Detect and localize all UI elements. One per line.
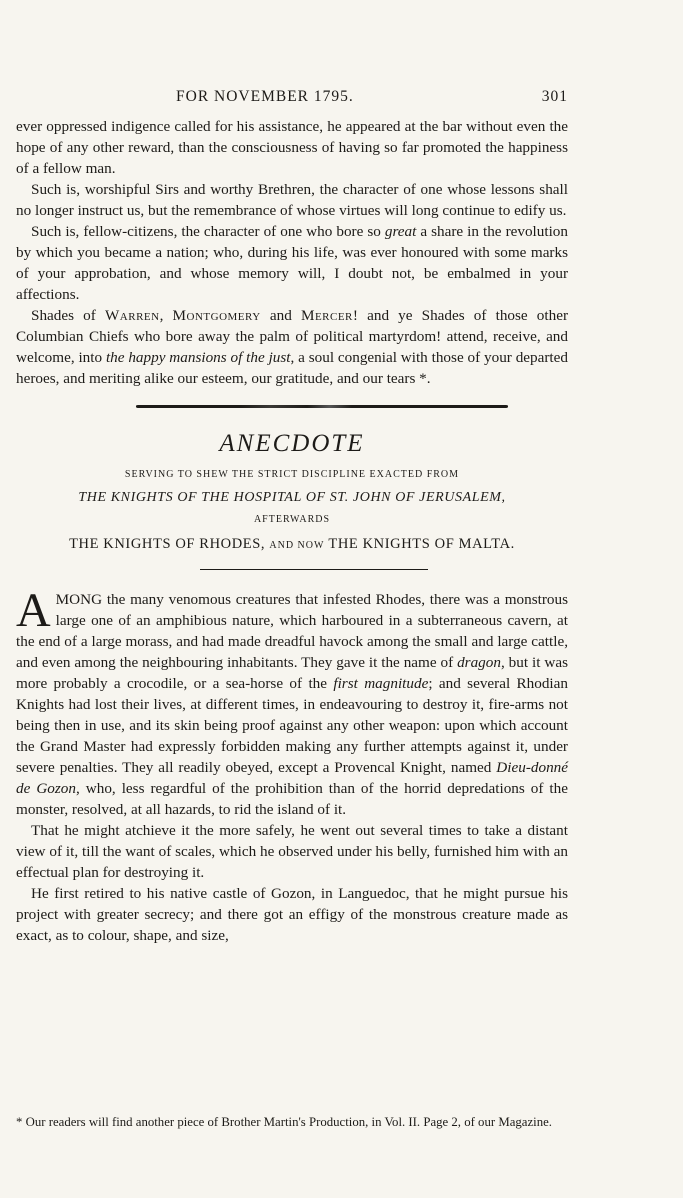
drop-cap: A <box>16 584 51 637</box>
italic-dragon: dragon <box>457 654 501 671</box>
text-span: THE KNIGHTS OF RHODES, <box>69 536 270 552</box>
text-span: ! and ye Shades of those other Columbian Chiefs who bore away the palm of political martyrdom! attend, receive, and welcome, into <box>16 307 569 366</box>
text-span: Shades of <box>31 307 105 324</box>
footnote: * Our readers will find another piece of Brother Martin's Production, in Vol. II. Page 2, of our Magazine. <box>16 1115 552 1129</box>
page-number: 301 <box>541 88 568 105</box>
running-head: FOR NOVEMBER 1795. <box>176 88 354 105</box>
subtitle-line-1: SERVING TO SHEW THE STRICT DISCIPLINE EXACTED FROM <box>124 469 460 480</box>
and-now-text: AND NOW <box>269 540 325 551</box>
short-divider <box>200 569 428 570</box>
subtitle-line-3: AFTERWARDS <box>253 514 331 525</box>
name-montgomery: Montgomery <box>172 307 261 324</box>
name-mercer: Mercer <box>300 307 353 324</box>
italic-dieu-donne: Dieu-donné de Gozon <box>16 759 568 797</box>
text-span: THE KNIGHTS OF MALTA. <box>324 536 515 552</box>
italic-first-magnitude: first magnitude <box>333 675 429 692</box>
ornamental-divider <box>136 405 508 408</box>
paragraph-fellow-citizens <box>16 221 568 305</box>
italic-happy-mansions: the happy mansions of the just <box>105 349 291 366</box>
text-span: ; and several Rhodian Knights had lost their lives, at different times, in endeavouring to destroy it, fire-arms not being then in use, and its skin being proof against any other weapon: upon which account the Grand Master had expressly forbidden making any further attempts against it, under severe penalties. They all readily obeyed, except a Provencal Knight, named <box>16 675 568 776</box>
text-span: Such is, fellow-citizens, the character of one who bore so <box>31 223 385 240</box>
text-span: a share in the revolution by which you became a nation; who, during his life, was ever honoured with some marks of your approbation, and whose memory will, I doubt not, be embalmed in your affections. <box>16 223 568 303</box>
article-title: ANECDOTE <box>219 430 365 457</box>
article-body <box>16 584 568 946</box>
text-span: and <box>260 307 301 324</box>
paragraph-brethren: Such is, worshipful Sirs and worthy Brethren, the character of one whose lessons shall no longer instruct us, but the remembrance of whose virtues will long continue to edify us. <box>16 181 568 219</box>
text-span: , but it was more probably a crocodile, or a sea-horse of the <box>16 654 568 692</box>
text-span: , a soul congenial with those of your departed heroes, and meriting alike our esteem, our gratitude, and our tears *. <box>16 349 568 387</box>
paragraph-among <box>16 584 568 820</box>
upper-text-block <box>16 116 568 389</box>
paragraph-atchieve: That he might atchieve it the more safely, he went out several times to take a distant view of it, till the want of scales, which he observed under his belly, furnished him with an effectual plan for destroying it. <box>16 822 568 881</box>
text-span: MONG the many venomous creatures that infested Rhodes, there was a monstrous large one of an amphibious nature, which harboured in a subterraneous cavern, at the end of a large morass, and had made dreadful havock among the small and large cattle, and even among the neighbouring inhabitants. They gave it the name of <box>16 591 568 671</box>
paragraph-continued: ever oppressed indigence called for his assistance, he appeared at the bar without even the hope of any other reward, than the consciousness of having so far promoted the happiness of a fellow man. <box>16 118 568 177</box>
subtitle-line-4 <box>16 535 568 555</box>
text-span: , who, less regardful of the prohibition than of the horrid depredations of the monster, resolved, at all hazards, to rid the island of it. <box>16 780 568 818</box>
italic-great: great <box>384 223 417 240</box>
paragraph-gozon: He first retired to his native castle of Gozon, in Languedoc, that he might pursue his project with greater secrecy; and there got an effigy of the monstrous creature made as exact, as to colour, shape, and size, <box>16 885 568 944</box>
text-span: , <box>159 307 173 324</box>
subtitle-line-2: THE KNIGHTS OF THE HOSPITAL OF ST. JOHN OF JERUSALEM, <box>78 490 506 505</box>
name-warren: Warren <box>104 307 160 324</box>
page-header <box>16 88 568 116</box>
paragraph-shades <box>16 305 568 389</box>
